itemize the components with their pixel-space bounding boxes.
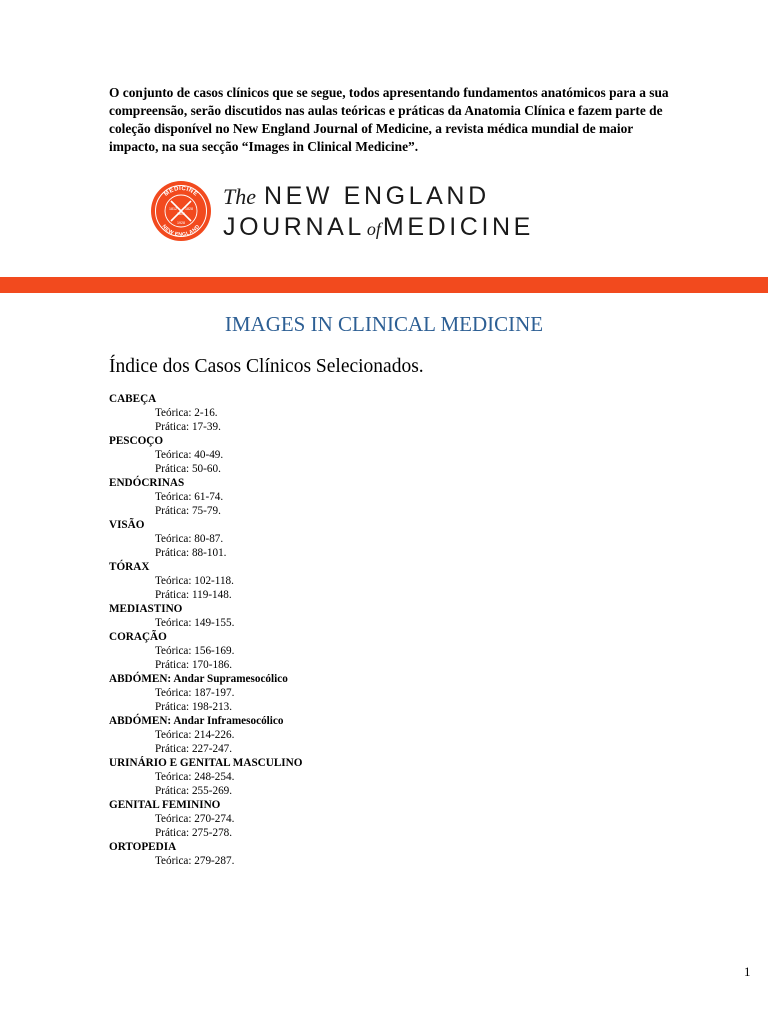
index-entry: Prática: 119-148. [155, 589, 232, 601]
index-category: MEDIASTINO [109, 603, 183, 615]
index-entry: Teórica: 102-118. [155, 575, 234, 587]
index-category: ENDÓCRINAS [109, 477, 185, 489]
seal-year-bottom: 1928 [177, 221, 185, 225]
seal-bottom-text: NEW ENGLAND [160, 223, 202, 239]
index-entry: Teórica: 270-274. [155, 813, 235, 825]
logo-the: The [223, 184, 256, 209]
logo-new-england: NEW ENGLAND [264, 182, 490, 210]
index-entry: Teórica: 2-16. [155, 407, 218, 419]
index-entry: Teórica: 156-169. [155, 645, 235, 657]
index-entry: Prática: 17-39. [155, 421, 221, 433]
index-entry: Prática: 170-186. [155, 659, 233, 671]
logo-journal: JOURNAL [223, 213, 365, 241]
index-entry: Teórica: 214-226. [155, 729, 235, 741]
index-category: CABEÇA [109, 393, 157, 405]
divider-bar [0, 277, 768, 293]
index-entry: Prática: 275-278. [155, 827, 233, 839]
index-entry: Teórica: 149-155. [155, 617, 235, 629]
seal-year-left: 1812 [169, 207, 177, 211]
seal-year-right: 1828 [185, 207, 193, 211]
index-category: GENITAL FEMININO [109, 799, 221, 811]
index-entry: Prática: 198-213. [155, 701, 233, 713]
index-entry: Prática: 75-79. [155, 505, 221, 517]
section-title: IMAGES IN CLINICAL MEDICINE [224, 312, 544, 336]
logo-medicine: MEDICINE [382, 213, 534, 241]
index-category: ABDÓMEN: Andar Inframesocólico [109, 715, 284, 727]
logo-of: of [366, 219, 381, 239]
nejm-seal-icon [150, 180, 212, 242]
index-category: VISÃO [109, 519, 145, 531]
case-index-list [109, 392, 302, 868]
index-title: Índice dos Casos Clínicos Selecionados. [109, 356, 424, 377]
page-number: 1 [744, 964, 751, 979]
index-category: ABDÓMEN: Andar Supramesocólico [109, 673, 288, 685]
index-entry: Prática: 255-269. [155, 785, 233, 797]
index-category: ORTOPEDIA [109, 841, 177, 853]
index-category: TÓRAX [109, 561, 150, 573]
seal-top-text: MEDICINE [163, 185, 199, 198]
nejm-logo [150, 180, 620, 244]
index-category: CORAÇÃO [109, 631, 167, 643]
index-entry: Teórica: 61-74. [155, 491, 224, 503]
seal-year-center: 1805 [177, 212, 185, 216]
index-entry: Prática: 88-101. [155, 547, 227, 559]
index-category: URINÁRIO E GENITAL MASCULINO [109, 757, 303, 769]
intro-paragraph: O conjunto de casos clínicos que se segue, todos apresentando fundamentos anatómicos para a sua compreensão, serão discutidos nas aulas teóricas e práticas da Anatomia Clínica e fazem parte de coleção disponível no New England Journal of Medicine, a revista médica mundial de maior impacto, na sua secção “Images in Clinical Medicine”. [109, 85, 669, 154]
index-entry: Teórica: 80-87. [155, 533, 224, 545]
index-entry: Teórica: 187-197. [155, 687, 235, 699]
index-entry: Teórica: 279-287. [155, 855, 235, 867]
index-entry: Teórica: 248-254. [155, 771, 235, 783]
index-entry: Prática: 227-247. [155, 743, 233, 755]
index-category: PESCOÇO [109, 435, 164, 447]
index-entry: Teórica: 40-49. [155, 449, 224, 461]
index-entry: Prática: 50-60. [155, 463, 221, 475]
